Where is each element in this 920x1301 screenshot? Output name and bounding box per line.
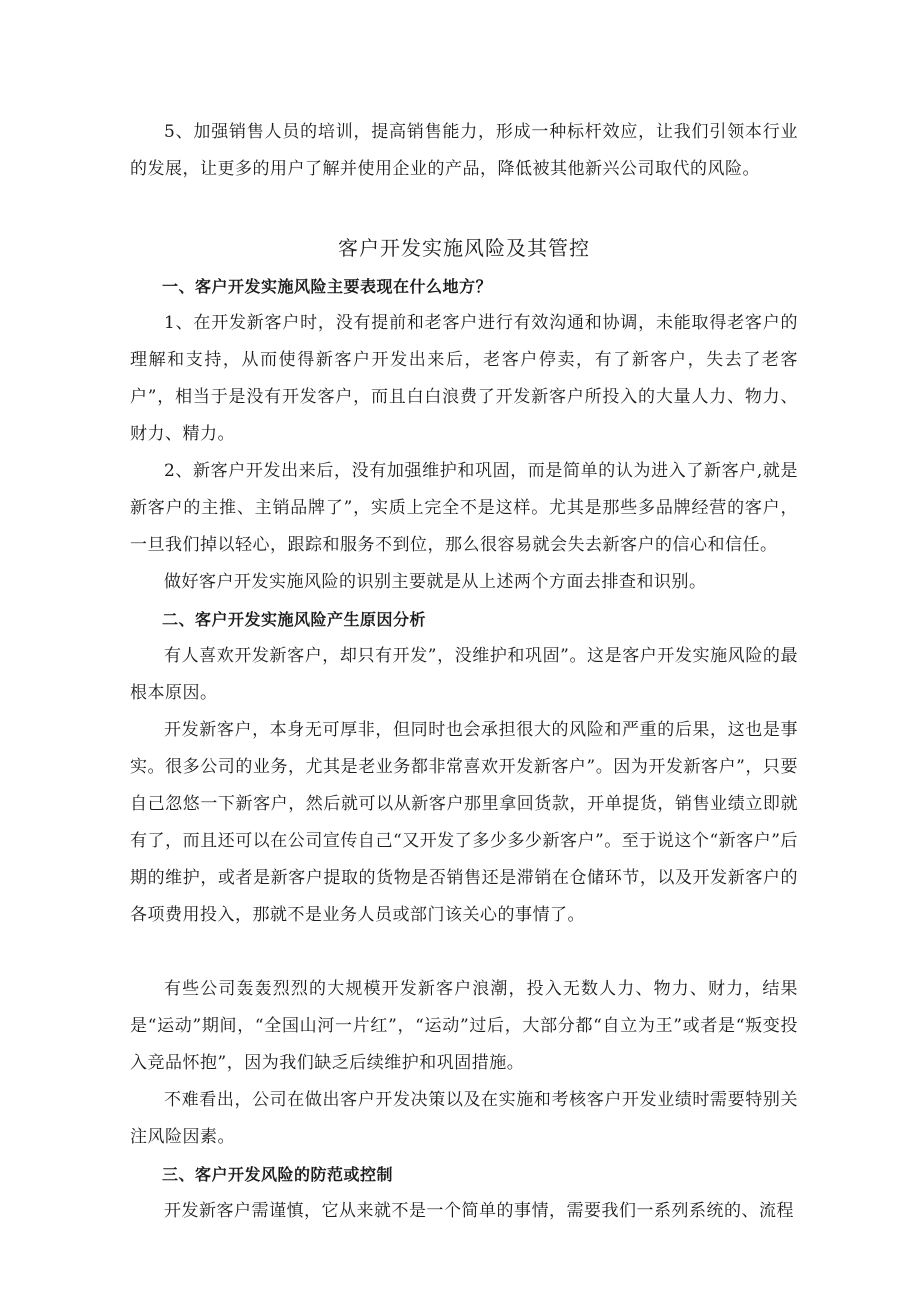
section1-paragraph-1: 1、在开发新客户时，没有提前和老客户进行有效沟通和协调，未能取得老客户的理解和支持，从而使得新客户开发出来后，老客户停卖，有了新客户，失去了老客户”，相当于是没有开发客户，而且白白浪费了开发新客户所投入的大量人力、物力、财力、精力。 bbox=[130, 313, 798, 444]
section2-paragraph-2: 开发新客户，本身无可厚非，但同时也会承担很大的风险和严重的后果，这也是事实。很多公司的业务，尤其是老业务都非常喜欢开发新客户”。因为开发新客户”，只要自己忽悠一下新客户，然后就可以从新客户那里拿回货款，开单提货，销售业绩立即就有了，而且还可以在公司宣传自己“又开发了多少多少新客户”。至于说这个“新客户”后期的维护，或者是新客户提取的货物是否销售还是滞销在仓储环节，以及开发新客户的各项费用投入，那就不是业务人员或部门该关心的事情了。 bbox=[130, 720, 798, 925]
section1-paragraph-2: 2、新客户开发出来后，没有加强维护和巩固，而是简单的认为进入了新客户,就是新客户的主推、主销品牌了”，实质上完全不是这样。尤其是那些多品牌经营的客户，一旦我们掉以轻心，跟踪和服务不到位，那么很容易就会失去新客户的信心和信任。 bbox=[130, 461, 798, 555]
section2-paragraph-1: 有人喜欢开发新客户，却只有开发”，没维护和巩固”。这是客户开发实施风险的最根本原因。 bbox=[130, 646, 798, 703]
section1-heading: 一、客户开发实施风险主要表现在什么地方？ bbox=[162, 277, 493, 296]
section3-paragraph-1: 开发新客户需谨慎，它从来就不是一个简单的事情，需要我们一系列系统的、流程 bbox=[164, 1201, 794, 1221]
document-title: 客户开发实施风险及其管控 bbox=[338, 236, 590, 260]
section2-paragraph-4: 不难看出，公司在做出客户开发决策以及在实施和考核客户开发业绩时需要特别关注风险因素。 bbox=[130, 1090, 798, 1147]
document-page bbox=[130, 114, 798, 1230]
section1-paragraph-3: 做好客户开发实施风险的识别主要就是从上述两个方面去排查和识别。 bbox=[164, 572, 707, 592]
section3-heading: 三、客户开发风险的防范或控制 bbox=[162, 1165, 394, 1184]
section2-paragraph-3: 有些公司轰轰烈烈的大规模开发新客户浪潮，投入无数人力、物力、财力，结果是“运动”期间，“全国山河一片红”，“运动”过后，大部分都“自立为王”或者是“叛变投入竞品怀抱”，因为我们缺乏后续维护和巩固措施。 bbox=[130, 979, 798, 1073]
section2-heading: 二、客户开发实施风险产生原因分析 bbox=[162, 610, 427, 629]
intro-paragraph: 5、加强销售人员的培训，提高销售能力，形成一种标杆效应，让我们引领本行业的发展，让更多的用户了解并使用企业的产品，降低被其他新兴公司取代的风险。 bbox=[130, 122, 798, 179]
